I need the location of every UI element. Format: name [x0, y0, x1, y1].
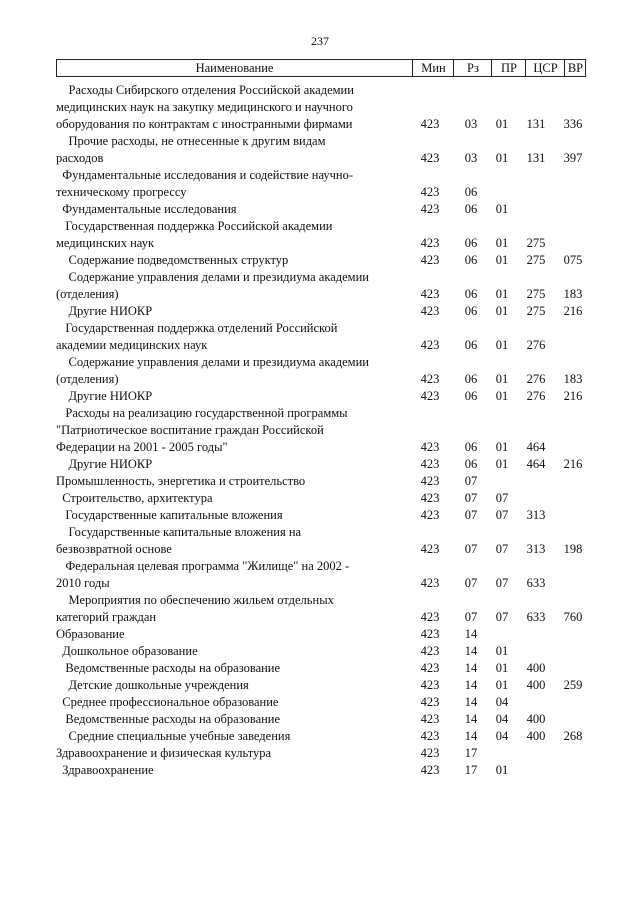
column-header-pr: ПР: [491, 60, 526, 76]
code-min: 423: [420, 627, 440, 641]
column-header-min: Мин: [412, 60, 454, 76]
code-vr: 336: [563, 117, 583, 131]
row-label-line: Другие НИОКР: [56, 457, 153, 471]
row-label: [56, 643, 401, 660]
code-min: 423: [420, 729, 440, 743]
code-min: 423: [420, 763, 440, 777]
row-label: [56, 133, 401, 167]
code-rz: 14: [464, 627, 478, 641]
code-csr: 313: [526, 508, 546, 522]
code-min: 423: [420, 508, 440, 522]
row-label-line: (отделения): [56, 372, 119, 386]
code-pr: 01: [495, 440, 509, 454]
row-label-line: Строительство, архитектура: [56, 491, 213, 505]
code-rz: 14: [464, 712, 478, 726]
code-pr: 01: [495, 661, 509, 675]
row-label: [56, 694, 401, 711]
row-label: [56, 626, 401, 643]
code-rz: 07: [464, 491, 478, 505]
code-pr: 01: [495, 253, 509, 267]
row-label-line: Промышленность, энергетика и строительство: [56, 474, 306, 488]
code-rz: 06: [464, 389, 478, 403]
code-min: 423: [420, 746, 440, 760]
row-label-line: Мероприятия по обеспечению жильем отдельных: [56, 593, 334, 607]
row-label-line: Прочие расходы, не отнесенные к другим видам: [56, 134, 326, 148]
code-min: 423: [420, 372, 440, 386]
code-csr: 633: [526, 610, 546, 624]
code-min: 423: [420, 695, 440, 709]
row-label-line: 2010 годы: [56, 576, 110, 590]
row-label: [56, 354, 401, 388]
code-pr: 01: [495, 338, 509, 352]
row-label-line: Государственные капитальные вложения на: [56, 525, 302, 539]
code-pr: 01: [495, 304, 509, 318]
code-pr: 01: [495, 202, 509, 216]
row-label-line: Средние специальные учебные заведения: [56, 729, 291, 743]
row-label: [56, 388, 401, 405]
code-rz: 07: [464, 508, 478, 522]
code-pr: 07: [495, 576, 509, 590]
row-label-line: Фундаментальные исследования и содействие научно-: [56, 168, 354, 182]
code-min: 423: [420, 542, 440, 556]
code-rz: 17: [464, 746, 478, 760]
code-min: 423: [420, 287, 440, 301]
row-label-line: Образование: [56, 627, 125, 641]
code-csr: 464: [526, 457, 546, 471]
row-label: [56, 660, 401, 677]
code-rz: 06: [464, 440, 478, 454]
row-label: [56, 320, 401, 354]
code-rz: 14: [464, 729, 478, 743]
row-label-line: (отделения): [56, 287, 119, 301]
code-min: 423: [420, 185, 440, 199]
code-rz: 14: [464, 644, 478, 658]
code-min: 423: [420, 661, 440, 675]
code-min: 423: [420, 338, 440, 352]
row-label: [56, 490, 401, 507]
row-label: [56, 456, 401, 473]
code-pr: 01: [495, 678, 509, 692]
code-csr: 464: [526, 440, 546, 454]
row-label-line: медицинских наук: [56, 236, 155, 250]
row-label-line: Содержание управления делами и президиума академии: [56, 355, 369, 369]
code-rz: 03: [464, 117, 478, 131]
page-number: 237: [311, 34, 329, 48]
code-min: 423: [420, 678, 440, 692]
code-min: 423: [420, 712, 440, 726]
row-label-line: медицинских наук на закупку медицинского и научного: [56, 100, 353, 114]
code-min: 423: [420, 117, 440, 131]
row-label-line: Государственная поддержка Российской академии: [56, 219, 333, 233]
code-rz: 17: [464, 763, 478, 777]
column-header-vr: ВР: [564, 60, 586, 76]
code-vr: 183: [563, 287, 583, 301]
row-label-line: Ведомственные расходы на образование: [56, 661, 281, 675]
row-label: [56, 507, 401, 524]
row-label: [56, 677, 401, 694]
code-pr: 01: [495, 389, 509, 403]
code-rz: 06: [464, 457, 478, 471]
code-rz: 07: [464, 576, 478, 590]
row-label: [56, 269, 401, 303]
row-label-line: Фундаментальные исследования: [56, 202, 237, 216]
row-label-line: Другие НИОКР: [56, 389, 153, 403]
row-label-line: Содержание управления делами и президиума академии: [56, 270, 369, 284]
code-rz: 14: [464, 695, 478, 709]
row-label-line: безвозвратной основе: [56, 542, 172, 556]
code-vr: 397: [563, 151, 583, 165]
column-header-csr: ЦСР: [525, 60, 565, 76]
code-pr: 04: [495, 729, 509, 743]
code-csr: 313: [526, 542, 546, 556]
row-label-line: Здравоохранение и физическая культура: [56, 746, 272, 760]
row-label: [56, 745, 401, 762]
row-label: [56, 592, 401, 626]
code-vr: 075: [563, 253, 583, 267]
row-label-line: расходов: [56, 151, 104, 165]
code-rz: 07: [464, 542, 478, 556]
column-header-name: Наименование: [195, 61, 274, 75]
row-label-line: Расходы Сибирского отделения Российской академии: [56, 83, 354, 97]
row-label: [56, 405, 401, 456]
row-label-line: Среднее профессиональное образование: [56, 695, 279, 709]
code-min: 423: [420, 389, 440, 403]
code-csr: 131: [526, 117, 546, 131]
code-pr: 01: [495, 457, 509, 471]
code-rz: 06: [464, 202, 478, 216]
code-csr: 276: [526, 372, 546, 386]
code-pr: 01: [495, 287, 509, 301]
code-rz: 06: [464, 287, 478, 301]
code-vr: 183: [563, 372, 583, 386]
code-min: 423: [420, 253, 440, 267]
code-min: 423: [420, 474, 440, 488]
code-rz: 14: [464, 661, 478, 675]
code-csr: 275: [526, 236, 546, 250]
code-rz: 06: [464, 253, 478, 267]
code-csr: 131: [526, 151, 546, 165]
code-csr: 275: [526, 253, 546, 267]
code-vr: 259: [563, 678, 583, 692]
code-pr: 04: [495, 695, 509, 709]
row-label-line: Ведомственные расходы на образование: [56, 712, 281, 726]
code-rz: 06: [464, 338, 478, 352]
code-csr: 400: [526, 729, 546, 743]
row-label-line: оборудования по контрактам с иностранными фирмами: [56, 117, 353, 131]
code-vr: 268: [563, 729, 583, 743]
code-vr: 198: [563, 542, 583, 556]
code-min: 423: [420, 202, 440, 216]
code-csr: 275: [526, 304, 546, 318]
row-label: [56, 524, 401, 558]
code-rz: 14: [464, 678, 478, 692]
code-rz: 06: [464, 185, 478, 199]
row-label-line: Федеральная целевая программа "Жилище" на 2002 -: [56, 559, 350, 573]
row-label: [56, 711, 401, 728]
row-label-line: Дошкольное образование: [56, 644, 198, 658]
row-label-line: Другие НИОКР: [56, 304, 153, 318]
row-label-line: Расходы на реализацию государственной программы: [56, 406, 348, 420]
code-rz: 06: [464, 236, 478, 250]
code-pr: 01: [495, 151, 509, 165]
code-csr: 400: [526, 678, 546, 692]
row-label-line: техническому прогрессу: [56, 185, 187, 199]
code-pr: 01: [495, 372, 509, 386]
row-label: [56, 473, 401, 490]
code-pr: 07: [495, 610, 509, 624]
row-label: [56, 218, 401, 252]
code-pr: 04: [495, 712, 509, 726]
row-label-line: академии медицинских наук: [56, 338, 208, 352]
column-header-rz: Рз: [453, 60, 492, 76]
code-csr: 276: [526, 389, 546, 403]
code-csr: 400: [526, 712, 546, 726]
code-pr: 01: [495, 644, 509, 658]
row-label: [56, 82, 401, 133]
row-label: [56, 762, 401, 779]
row-label: [56, 728, 401, 745]
code-min: 423: [420, 491, 440, 505]
code-min: 423: [420, 440, 440, 454]
code-rz: 07: [464, 474, 478, 488]
code-rz: 03: [464, 151, 478, 165]
row-label-line: Здравоохранение: [56, 763, 154, 777]
code-vr: 760: [563, 610, 583, 624]
code-rz: 06: [464, 372, 478, 386]
code-min: 423: [420, 457, 440, 471]
code-min: 423: [420, 610, 440, 624]
code-vr: 216: [563, 389, 583, 403]
code-rz: 07: [464, 610, 478, 624]
row-label: [56, 558, 401, 592]
row-label: [56, 303, 401, 320]
row-label-line: "Патриотическое воспитание граждан Российской: [56, 423, 324, 437]
row-label: [56, 252, 401, 269]
code-pr: 07: [495, 542, 509, 556]
code-vr: 216: [563, 457, 583, 471]
code-pr: 07: [495, 491, 509, 505]
code-vr: 216: [563, 304, 583, 318]
code-pr: 01: [495, 236, 509, 250]
code-pr: 07: [495, 508, 509, 522]
code-min: 423: [420, 304, 440, 318]
code-min: 423: [420, 576, 440, 590]
row-label-line: категорий граждан: [56, 610, 157, 624]
row-label: [56, 201, 401, 218]
code-csr: 633: [526, 576, 546, 590]
code-min: 423: [420, 151, 440, 165]
code-min: 423: [420, 644, 440, 658]
row-label-line: Государственная поддержка отделений Российской: [56, 321, 338, 335]
row-label-line: Государственные капитальные вложения: [56, 508, 283, 522]
code-min: 423: [420, 236, 440, 250]
code-pr: 01: [495, 117, 509, 131]
row-label: [56, 167, 401, 201]
row-label-line: Детские дошкольные учреждения: [56, 678, 249, 692]
code-csr: 400: [526, 661, 546, 675]
code-rz: 06: [464, 304, 478, 318]
code-pr: 01: [495, 763, 509, 777]
row-label-line: Содержание подведомственных структур: [56, 253, 289, 267]
code-csr: 276: [526, 338, 546, 352]
row-label-line: Федерации на 2001 - 2005 годы": [56, 440, 228, 454]
code-csr: 275: [526, 287, 546, 301]
